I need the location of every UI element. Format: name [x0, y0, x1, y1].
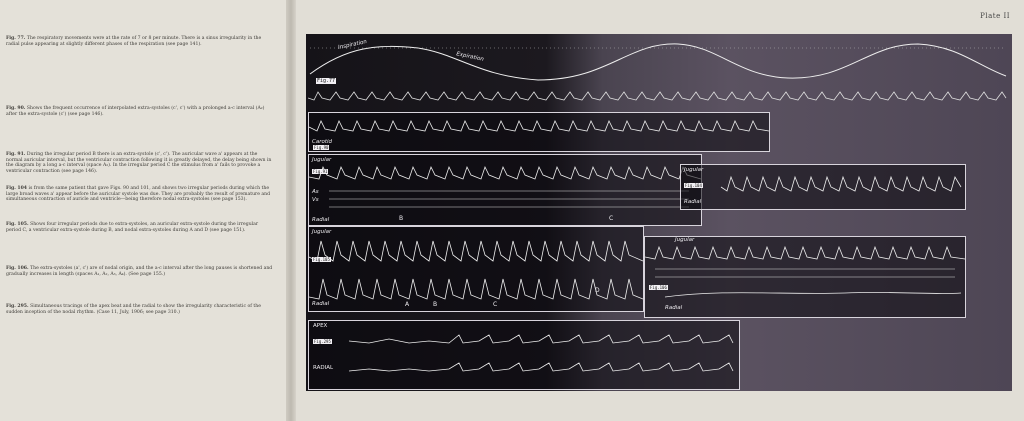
fig105-period-label: D — [595, 287, 600, 294]
fig295-tag: Fig.295 — [314, 339, 331, 344]
caption-label: Fig. 295. — [6, 304, 29, 309]
caption-text: During the irregular period B there is an extra-systole (c', c'). The auricular wave a' appears at the normal auricular interval, but the ventricular contraction following it is greatly delayed, the delay being shown in the diagram by a long a-c interval (space A₂). In the irregular period C the stimulus from a' fails to provoke a ventricular contraction (see page 146). — [6, 152, 272, 174]
caption-fig77 — [6, 36, 274, 47]
fig90-label: Carotid — [312, 139, 333, 145]
plate-label: Plate II — [980, 12, 1010, 20]
fig91-tag: Fig.91 — [313, 169, 328, 174]
fig106-radial-label: Radial — [665, 305, 683, 311]
fig105-tracing — [309, 227, 643, 311]
radial-pulse-tracing — [308, 86, 1008, 108]
fig105-period-label: A — [405, 301, 410, 308]
left-page — [0, 0, 288, 421]
inspiration-label: Inspiration — [337, 39, 368, 51]
tracing-plate — [306, 34, 1012, 391]
caption-text: The respiratory movements were at the rate of 7 or 8 per minute. There is a sinus irregularity in the radial pulse appearing at slightly different phases of the respiration (see page 141). — [6, 36, 262, 47]
caption-fig105 — [6, 222, 274, 233]
fig106-tracing — [645, 237, 965, 317]
fig106-tag: Fig.106 — [650, 285, 667, 290]
respiration-tracing — [308, 36, 1008, 82]
fig295-tracing — [309, 321, 739, 389]
fig91-period-label: C — [609, 215, 614, 222]
fig105-strip — [308, 226, 644, 312]
fig91-period-label: B — [399, 215, 404, 222]
caption-label: Fig. 104 — [6, 186, 28, 191]
fig105-tag: Fig.105 — [313, 257, 330, 262]
fig91-row-label: As — [312, 189, 319, 195]
fig90-strip — [308, 112, 770, 152]
fig91-tracing — [309, 155, 704, 225]
fig104-jugular-label: Jugular — [684, 167, 704, 173]
fig91-row-label: Vs — [312, 197, 319, 203]
fig104-tag: Fig.104 — [685, 183, 702, 188]
fig295-apex-label: APEX — [313, 323, 328, 329]
fig104-strip — [680, 164, 966, 210]
fig295-radial-label: RADIAL — [313, 365, 334, 371]
fig105-period-label: C — [493, 301, 498, 308]
caption-label: Fig. 90. — [6, 106, 26, 111]
caption-text: Shows four irregular periods due to extra-systoles, an auricular extra-systole during the irregular period C, a ventricular extra-systole during B, and nodal extra-systoles during A and D (see page 151). — [6, 222, 259, 233]
caption-label: Fig. 91. — [6, 152, 26, 157]
fig91-jugular-label: Jugular — [312, 157, 332, 163]
caption-text: Simultaneous tracings of the apex beat and the radial to show the irregularity characteristic of the sudden inception of the nodal rhythm. (Case 11, July, 1906; see page 310.) — [6, 304, 261, 315]
caption-label: Fig. 106. — [6, 266, 29, 271]
fig106-jugular-label: Jugular — [675, 237, 695, 243]
fig105-jugular-label: Jugular — [312, 229, 332, 235]
fig77-tag: Fig.77 — [317, 78, 336, 84]
fig104-tracing — [681, 165, 965, 209]
expiration-label: Expiration — [455, 51, 485, 63]
fig91-radial-label: Radial — [312, 217, 330, 223]
fig105-period-label: B — [433, 301, 438, 308]
fig106-strip — [644, 236, 966, 318]
caption-fig104 — [6, 186, 274, 203]
fig90-tracing — [309, 113, 769, 151]
caption-text: is from the same patient that gave Figs. 90 and 101, and shows two irregular periods during which the large broad waves a' appear before the auricular systole was due. They are probably the result of premature and simultaneous contraction of auricle and ventricle—being therefore nodal extra-systoles (see page 153). — [6, 186, 271, 203]
fig77-strip — [308, 36, 1008, 82]
caption-text: Shows the frequent occurrence of interpolated extra-systoles (c', c') with a prolonged a-c interval (A₂) after the extra-systole (c') (see page 146). — [6, 106, 265, 117]
caption-label: Fig. 105. — [6, 222, 29, 227]
caption-fig90 — [6, 106, 274, 117]
fig295-strip — [308, 320, 740, 390]
caption-label: Fig. 77. — [6, 36, 26, 41]
fig104-radial-label: Radial — [684, 199, 702, 205]
fig90-tag: Fig.90 — [314, 145, 329, 150]
book-gutter — [286, 0, 296, 421]
fig91-strip — [308, 154, 702, 226]
caption-fig106 — [6, 266, 274, 277]
caption-fig91 — [6, 152, 274, 174]
caption-text: The extra-systoles (a', c') are of nodal origin, and the a-c interval after the long pauses is shortened and gradually increases in length (spaces A₁, A₂, A₃, A₄). (See page 155.) — [6, 266, 273, 277]
fig77-pulse-strip — [308, 86, 1008, 108]
fig105-radial-label: Radial — [312, 301, 330, 307]
caption-fig295 — [6, 304, 274, 315]
